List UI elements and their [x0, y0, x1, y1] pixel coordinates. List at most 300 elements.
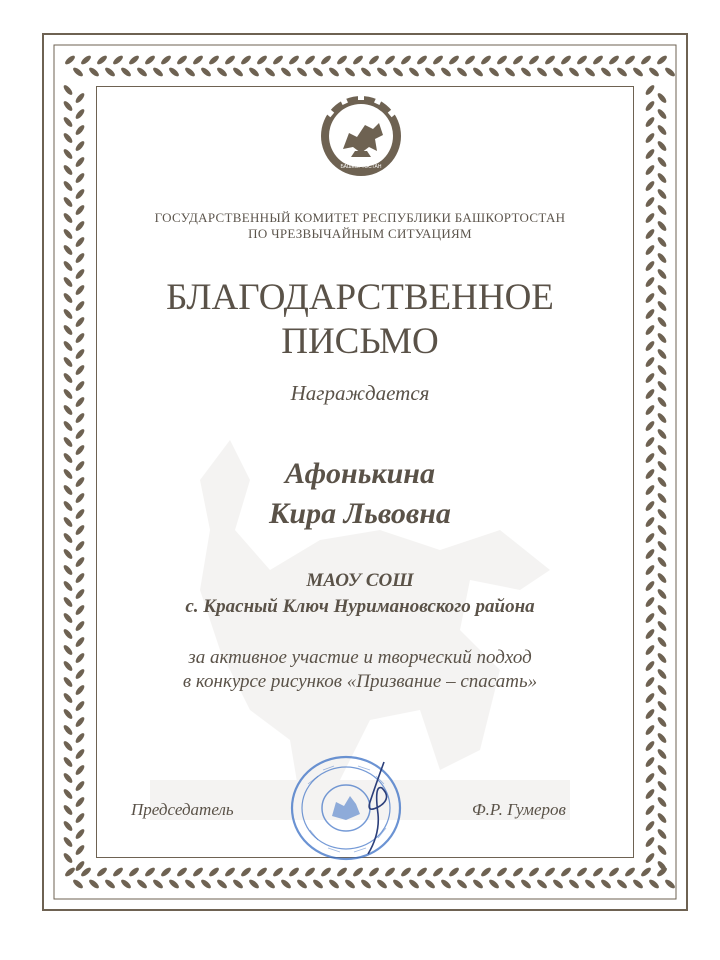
laurel-leaf: [62, 84, 74, 97]
laurel-leaf: [644, 548, 656, 561]
laurel-leaf: [62, 132, 74, 145]
laurel-leaf: [528, 866, 541, 878]
laurel-leaf: [216, 66, 229, 78]
laurel-leaf: [656, 380, 668, 393]
laurel-leaf: [416, 866, 429, 878]
laurel-leaf: [280, 878, 293, 890]
laurel-leaf: [576, 866, 589, 878]
laurel-leaf: [74, 460, 86, 473]
laurel-leaf: [74, 444, 86, 457]
laurel-leaf: [656, 716, 668, 729]
laurel-leaf: [464, 866, 477, 878]
laurel-leaf: [62, 324, 74, 337]
laurel-leaf: [644, 484, 656, 497]
laurel-leaf: [536, 66, 549, 78]
laurel-leaf: [392, 878, 405, 890]
laurel-leaf: [560, 54, 573, 66]
laurel-leaf: [592, 866, 605, 878]
laurel-leaf: [536, 878, 549, 890]
laurel-leaf: [62, 340, 74, 353]
laurel-leaf: [464, 54, 477, 66]
laurel-leaf: [656, 348, 668, 361]
laurel-leaf: [208, 54, 221, 66]
laurel-leaf: [62, 500, 74, 513]
laurel-leaf: [368, 54, 381, 66]
laurel-leaf: [62, 612, 74, 625]
laurel-leaf: [656, 700, 668, 713]
laurel-leaf: [400, 54, 413, 66]
laurel-leaf: [72, 66, 85, 78]
laurel-leaf: [656, 668, 668, 681]
laurel-leaf: [644, 532, 656, 545]
laurel-leaf: [344, 66, 357, 78]
laurel-leaf: [62, 692, 74, 705]
laurel-leaf: [440, 878, 453, 890]
laurel-leaf: [208, 866, 221, 878]
title-line-2: ПИСЬМО: [281, 321, 439, 362]
laurel-leaf: [74, 764, 86, 777]
laurel-leaf: [644, 276, 656, 289]
laurel-leaf: [62, 484, 74, 497]
laurel-leaf: [62, 772, 74, 785]
laurel-leaf: [304, 54, 317, 66]
laurel-leaf: [224, 866, 237, 878]
laurel-leaf: [62, 356, 74, 369]
laurel-leaf: [74, 380, 86, 393]
laurel-leaf: [144, 54, 157, 66]
laurel-leaf: [64, 866, 77, 878]
laurel-leaf: [62, 404, 74, 417]
laurel-leaf: [240, 866, 253, 878]
laurel-leaf: [656, 796, 668, 809]
laurel-leaf: [656, 604, 668, 617]
organization-line-1: МАОУ СОШ: [306, 570, 414, 591]
laurel-leaf: [62, 644, 74, 657]
laurel-leaf: [644, 644, 656, 657]
laurel-leaf: [264, 66, 277, 78]
laurel-leaf: [656, 188, 668, 201]
laurel-leaf: [62, 100, 74, 113]
laurel-leaf: [352, 866, 365, 878]
laurel-leaf: [656, 780, 668, 793]
laurel-leaf: [656, 748, 668, 761]
laurel-leaf: [62, 276, 74, 289]
laurel-leaf: [360, 66, 373, 78]
laurel-leaf: [656, 156, 668, 169]
laurel-leaf: [644, 516, 656, 529]
recipient-name: [100, 454, 620, 534]
laurel-leaf: [400, 866, 413, 878]
laurel-leaf: [368, 866, 381, 878]
laurel-leaf: [656, 556, 668, 569]
laurel-leaf: [104, 878, 117, 890]
laurel-leaf: [74, 716, 86, 729]
laurel-leaf: [312, 66, 325, 78]
laurel-leaf: [272, 866, 285, 878]
laurel-leaf: [74, 124, 86, 137]
laurel-leaf: [544, 54, 557, 66]
laurel-leaf: [224, 54, 237, 66]
laurel-leaf: [280, 66, 293, 78]
laurel-leaf: [62, 676, 74, 689]
laurel-leaf: [336, 54, 349, 66]
laurel-leaf: [408, 66, 421, 78]
award-reason: [100, 646, 620, 694]
laurel-leaf: [656, 572, 668, 585]
laurel-leaf: [74, 236, 86, 249]
laurel-leaf: [64, 54, 77, 66]
laurel-leaf: [74, 316, 86, 329]
signatory-title: Председатель: [131, 800, 234, 819]
laurel-leaf: [74, 412, 86, 425]
laurel-leaf: [74, 572, 86, 585]
laurel-leaf: [104, 66, 117, 78]
laurel-leaf: [528, 54, 541, 66]
laurel-leaf: [176, 866, 189, 878]
laurel-leaf: [74, 428, 86, 441]
laurel-leaf: [62, 212, 74, 225]
laurel-leaf: [248, 878, 261, 890]
laurel-leaf: [384, 54, 397, 66]
laurel-leaf: [644, 148, 656, 161]
laurel-leaf: [74, 748, 86, 761]
laurel-leaf: [488, 878, 501, 890]
laurel-leaf: [184, 878, 197, 890]
laurel-leaf: [424, 878, 437, 890]
laurel-leaf: [62, 596, 74, 609]
laurel-leaf: [656, 364, 668, 377]
laurel-leaf: [448, 866, 461, 878]
laurel-leaf: [624, 54, 637, 66]
laurel-leaf: [96, 866, 109, 878]
laurel-leaf: [168, 878, 181, 890]
laurel-leaf: [656, 316, 668, 329]
laurel-leaf: [644, 228, 656, 241]
emblem-banner-text: БАШКОРТОСТАН: [340, 164, 382, 170]
laurel-leaf: [74, 508, 86, 521]
laurel-leaf: [376, 878, 389, 890]
laurel-leaf: [644, 100, 656, 113]
laurel-leaf: [62, 372, 74, 385]
laurel-leaf: [74, 476, 86, 489]
laurel-leaf: [74, 204, 86, 217]
laurel-leaf: [644, 596, 656, 609]
laurel-leaf: [176, 54, 189, 66]
bashkortostan-coat-of-arms-icon: [313, 93, 409, 183]
laurel-leaf: [644, 500, 656, 513]
laurel-leaf: [656, 428, 668, 441]
laurel-leaf: [456, 66, 469, 78]
laurel-leaf: [72, 878, 85, 890]
ministry-line-2: ПО ЧРЕЗВЫЧАЙНЫМ СИТУАЦИЯМ: [248, 226, 472, 241]
laurel-leaf: [624, 866, 637, 878]
laurel-leaf: [432, 866, 445, 878]
laurel-leaf: [644, 612, 656, 625]
laurel-leaf: [644, 852, 656, 865]
organization: [100, 568, 620, 620]
laurel-leaf: [656, 764, 668, 777]
laurel-leaf: [256, 54, 269, 66]
laurel-leaf: [216, 878, 229, 890]
laurel-leaf: [62, 388, 74, 401]
laurel-leaf: [62, 628, 74, 641]
laurel-leaf: [644, 436, 656, 449]
laurel-leaf: [656, 732, 668, 745]
laurel-leaf: [62, 228, 74, 241]
laurel-leaf: [62, 164, 74, 177]
laurel-leaf: [644, 356, 656, 369]
laurel-leaf: [62, 820, 74, 833]
laurel-leaf: [656, 284, 668, 297]
laurel-leaf: [644, 324, 656, 337]
laurel-leaf: [62, 548, 74, 561]
laurel-leaf: [644, 772, 656, 785]
ministry-header: [100, 210, 620, 242]
laurel-leaf: [644, 404, 656, 417]
laurel-leaf: [644, 564, 656, 577]
laurel-leaf: [62, 196, 74, 209]
laurel-leaf: [656, 524, 668, 537]
laurel-leaf: [656, 300, 668, 313]
laurel-leaf: [656, 476, 668, 489]
laurel-leaf: [632, 66, 645, 78]
laurel-leaf: [644, 308, 656, 321]
laurel-leaf: [440, 66, 453, 78]
laurel-leaf: [88, 66, 101, 78]
laurel-leaf: [644, 708, 656, 721]
laurel-leaf: [656, 620, 668, 633]
laurel-leaf: [456, 878, 469, 890]
laurel-leaf: [160, 866, 173, 878]
laurel-leaf: [168, 66, 181, 78]
laurel-leaf: [74, 268, 86, 281]
laurel-leaf: [200, 878, 213, 890]
laurel-leaf: [62, 516, 74, 529]
laurel-leaf: [62, 852, 74, 865]
laurel-leaf: [644, 468, 656, 481]
laurel-leaf: [408, 878, 421, 890]
official-seal-icon: [288, 754, 408, 864]
laurel-leaf: [644, 84, 656, 97]
laurel-leaf: [74, 652, 86, 665]
awarded-label: Награждается: [290, 381, 430, 405]
title-line-1: БЛАГОДАРСТВЕННОЕ: [166, 277, 554, 318]
laurel-leaf: [62, 468, 74, 481]
laurel-leaf: [644, 180, 656, 193]
laurel-leaf: [644, 756, 656, 769]
laurel-leaf: [648, 66, 661, 78]
laurel-leaf: [304, 866, 317, 878]
laurel-leaf: [656, 268, 668, 281]
laurel-leaf: [448, 54, 461, 66]
laurel-leaf: [240, 54, 253, 66]
laurel-leaf: [192, 54, 205, 66]
laurel-leaf: [62, 836, 74, 849]
laurel-leaf: [62, 292, 74, 305]
laurel-leaf: [74, 220, 86, 233]
laurel-leaf: [656, 412, 668, 425]
laurel-leaf: [644, 836, 656, 849]
laurel-leaf: [644, 724, 656, 737]
laurel-leaf: [62, 756, 74, 769]
laurel-leaf: [656, 460, 668, 473]
laurel-leaf: [62, 260, 74, 273]
laurel-leaf: [656, 124, 668, 137]
laurel-leaf: [656, 220, 668, 233]
laurel-leaf: [320, 54, 333, 66]
laurel-leaf: [74, 684, 86, 697]
laurel-leaf: [328, 878, 341, 890]
laurel-leaf: [288, 54, 301, 66]
laurel-leaf: [640, 866, 653, 878]
laurel-leaf: [496, 54, 509, 66]
laurel-leaf: [62, 724, 74, 737]
laurel-leaf: [644, 676, 656, 689]
laurel-leaf: [384, 866, 397, 878]
laurel-leaf: [74, 332, 86, 345]
laurel-leaf: [62, 244, 74, 257]
laurel-leaf: [656, 236, 668, 249]
laurel-leaf: [616, 878, 629, 890]
laurel-leaf: [644, 660, 656, 673]
laurel-leaf: [312, 878, 325, 890]
laurel-leaf: [608, 866, 621, 878]
laurel-leaf: [74, 732, 86, 745]
laurel-leaf: [74, 604, 86, 617]
laurel-leaf: [62, 804, 74, 817]
laurel-leaf: [62, 116, 74, 129]
laurel-leaf: [74, 172, 86, 185]
reason-line-1: за активное участие и творческий подход: [188, 647, 532, 668]
laurel-leaf: [74, 812, 86, 825]
laurel-leaf: [62, 420, 74, 433]
laurel-leaf: [62, 308, 74, 321]
recipient-surname: Афонькина: [285, 457, 435, 490]
laurel-leaf: [74, 588, 86, 601]
laurel-leaf: [568, 878, 581, 890]
laurel-leaf: [128, 54, 141, 66]
laurel-leaf: [288, 866, 301, 878]
laurel-leaf: [62, 532, 74, 545]
laurel-leaf: [74, 636, 86, 649]
laurel-leaf: [656, 828, 668, 841]
laurel-leaf: [74, 668, 86, 681]
laurel-leaf: [644, 372, 656, 385]
laurel-leaf: [74, 540, 86, 553]
laurel-leaf: [644, 212, 656, 225]
laurel-leaf: [656, 396, 668, 409]
laurel-leaf: [656, 108, 668, 121]
laurel-leaf: [644, 692, 656, 705]
laurel-leaf: [74, 156, 86, 169]
laurel-leaf: [664, 66, 677, 78]
laurel-leaf: [336, 866, 349, 878]
laurel-leaf: [62, 740, 74, 753]
laurel-leaf: [472, 66, 485, 78]
laurel-leaf: [62, 660, 74, 673]
laurel-leaf: [136, 878, 149, 890]
laurel-leaf: [128, 866, 141, 878]
laurel-leaf: [600, 878, 613, 890]
laurel-leaf: [192, 866, 205, 878]
laurel-leaf: [656, 652, 668, 665]
laurel-leaf: [584, 66, 597, 78]
laurel-leaf: [74, 796, 86, 809]
laurel-leaf: [74, 92, 86, 105]
laurel-leaf: [644, 420, 656, 433]
laurel-leaf: [74, 828, 86, 841]
laurel-leaf: [496, 866, 509, 878]
laurel-leaf: [644, 116, 656, 129]
laurel-leaf: [62, 436, 74, 449]
laurel-leaf: [664, 878, 677, 890]
laurel-leaf: [644, 292, 656, 305]
laurel-leaf: [644, 452, 656, 465]
laurel-leaf: [62, 452, 74, 465]
document-title: [100, 276, 620, 364]
laurel-leaf: [160, 54, 173, 66]
laurel-leaf: [644, 788, 656, 801]
laurel-leaf: [512, 54, 525, 66]
laurel-leaf: [644, 196, 656, 209]
laurel-leaf: [328, 66, 341, 78]
laurel-leaf: [432, 54, 445, 66]
laurel-leaf: [608, 54, 621, 66]
laurel-leaf: [144, 866, 157, 878]
laurel-leaf: [616, 66, 629, 78]
laurel-leaf: [74, 364, 86, 377]
laurel-leaf: [656, 812, 668, 825]
laurel-leaf: [416, 54, 429, 66]
laurel-leaf: [62, 180, 74, 193]
laurel-leaf: [296, 66, 309, 78]
laurel-leaf: [552, 878, 565, 890]
laurel-leaf: [656, 172, 668, 185]
laurel-leaf: [74, 108, 86, 121]
laurel-leaf: [640, 54, 653, 66]
laurel-leaf: [644, 340, 656, 353]
laurel-leaf: [656, 332, 668, 345]
laurel-leaf: [520, 66, 533, 78]
laurel-leaf: [256, 866, 269, 878]
laurel-leaf: [296, 878, 309, 890]
laurel-leaf: [74, 492, 86, 505]
laurel-leaf: [520, 878, 533, 890]
laurel-leaf: [74, 396, 86, 409]
laurel-leaf: [80, 54, 93, 66]
laurel-leaf: [488, 66, 501, 78]
laurel-leaf: [344, 878, 357, 890]
laurel-leaf: [360, 878, 373, 890]
laurel-leaf: [320, 866, 333, 878]
laurel-leaf: [656, 54, 669, 66]
laurel-leaf: [74, 556, 86, 569]
laurel-leaf: [74, 844, 86, 857]
laurel-leaf: [644, 260, 656, 273]
laurel-leaf: [74, 284, 86, 297]
laurel-leaf: [480, 54, 493, 66]
laurel-leaf: [644, 628, 656, 641]
laurel-leaf: [112, 866, 125, 878]
laurel-leaf: [600, 66, 613, 78]
laurel-leaf: [74, 140, 86, 153]
laurel-leaf: [74, 700, 86, 713]
laurel-leaf: [584, 878, 597, 890]
laurel-leaf: [656, 492, 668, 505]
laurel-leaf: [152, 66, 165, 78]
laurel-leaf: [568, 66, 581, 78]
organization-line-2: с. Красный Ключ Нуримановского района: [185, 596, 535, 617]
